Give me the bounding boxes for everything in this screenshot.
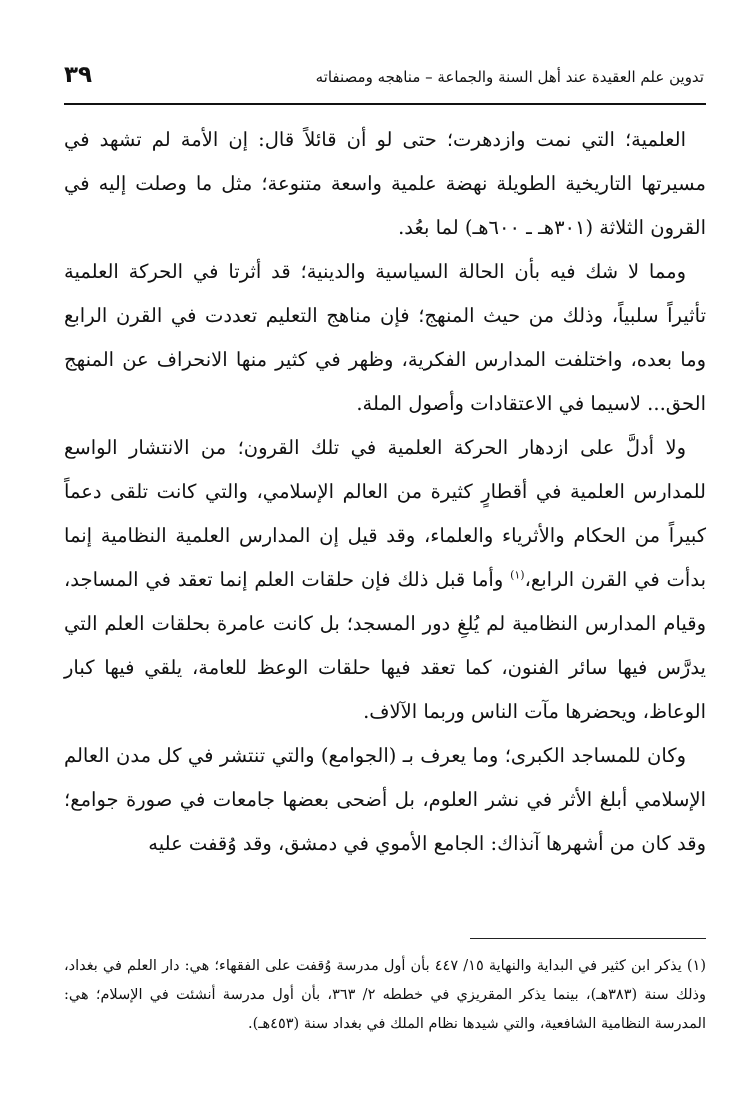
- header-title: تدوين علم العقيدة عند أهل السنة والجماعة – مناهجه ومصنفاته: [315, 68, 704, 86]
- header-rule: [64, 103, 706, 105]
- page-number: ٣٩: [64, 62, 93, 88]
- paragraph-4: وكان للمساجد الكبرى؛ وما يعرف بـ (الجوامع) والتي تنتشر في كل مدن العالم الإسلامي أبلغ الأثر في نشر العلوم، بل أضحى بعضها جامعات في صورة جوامع؛ وقد كان من أشهرها آنذاك: الجامع الأموي في دمشق، وقد وُقفت عليه: [64, 744, 706, 855]
- footnote-rule: [470, 938, 706, 939]
- paragraph-1: العلمية؛ التي نمت وازدهرت؛ حتى لو أن قائلاً قال: إن الأمة لم تشهد في مسيرتها التاريخية الطويلة نهضة علمية واسعة متنوعة؛ مثل ما وصلت إليه في القرون الثلاثة (٣٠١هـ ـ ٦٠٠هـ) لما بعُد.: [64, 128, 706, 239]
- footnote: [64, 952, 706, 1039]
- footnote-text: (١) يذكر ابن كثير في البداية والنهاية ١٥/ ٤٤٧ بأن أول مدرسة وُقفت على الفقهاء؛ هي: دار العلم في بغداد، وذلك سنة (٣٨٣هـ)، بينما يذكر المقريزي في خططه ٢/ ٣٦٣، بأن أول مدرسة أنشئت في الإسلام؛ هي: المدرسة النظامية الشافعية، والتي شيدها نظام الملك في بغداد سنة (٤٥٣هـ).: [64, 958, 707, 1032]
- paragraph-3-text: ولا أدلَّ على ازدهار الحركة العلمية في تلك القرون؛ من الانتشار الواسع للمدارس العلمية في أقطارٍ كثيرة من العالم الإسلامي، والتي كانت تلقى دعماً كبيراً من الحكام والأثرياء والعلماء، وقد قيل إن المدارس العلمية النظامية إنما بدأت في القرن الرابع،: [64, 436, 706, 591]
- main-text: [64, 118, 706, 866]
- running-header: [64, 58, 704, 96]
- paragraph-3: [64, 426, 706, 734]
- paragraph-2: ومما لا شك فيه بأن الحالة السياسية والدينية؛ قد أثرتا في الحركة العلمية تأثيراً سلبياً، وذلك من حيث المنهج؛ فإن مناهج التعليم تعددت في القرن الرابع وما بعده، واختلفت المدارس الفكرية، وظهر في كثير منها الانحراف عن المنهج الحق... لاسيما في الاعتقادات وأصول الملة.: [64, 260, 706, 415]
- footnote-reference[interactable]: (١): [510, 568, 525, 582]
- paragraph-3-continuation: وأما قبل ذلك فإن حلقات العلم إنما تعقد في المساجد، وقيام المدارس النظامية لم يُلغِ دور المسجد؛ بل كانت عامرة بحلقات العلم التي يدرَّس فيها سائر الفنون، كما تعقد فيها حلقات الوعظ للعامة، يلقي فيها كبار الوعاظ، ويحضرها مآت الناس وربما الآلاف.: [64, 568, 706, 723]
